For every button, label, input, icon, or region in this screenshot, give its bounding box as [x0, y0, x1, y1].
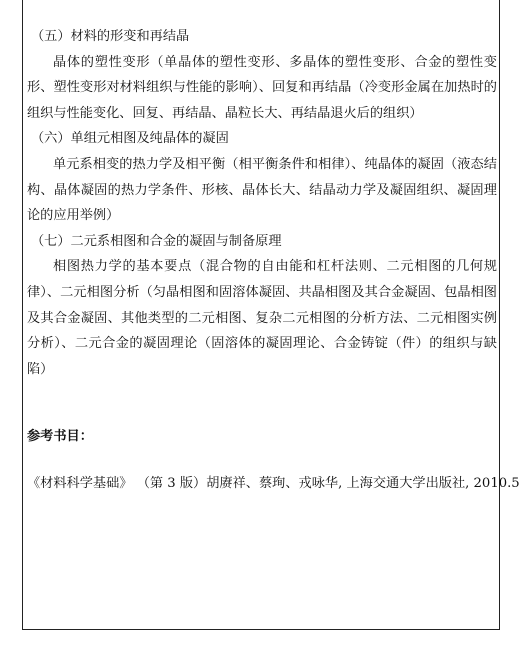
reference-item: 《材料科学基础》 （第 3 版）胡赓祥、蔡珣、戎咏华, 上海交通大学出版社, 2010.5 — [27, 475, 520, 491]
section-5-body: 晶体的塑性变形（单晶体的塑性变形、多晶体的塑性变形、合金的塑性变形、塑性变形对材料组织与性能的影响）、回复和再结晶（冷变形金属在加热时的组织与性能变化、回复、再结晶、晶粒长大、再结晶退火后的组织） — [27, 54, 497, 121]
section-7-heading: （七）二元系相图和合金的凝固与制备原理 — [31, 233, 282, 249]
section-5-heading: （五）材料的形变和再结晶 — [31, 29, 190, 44]
section-6-body: 单元系相变的热力学及相平衡（相平衡条件和相律）、纯晶体的凝固（液态结构、晶体凝固的热力学条件、形核、晶体长大、结晶动力学及凝固组织、凝固理论的应用举例） — [27, 156, 497, 224]
document-content — [27, 24, 520, 497]
references-title: 参考书目： — [27, 429, 93, 445]
section-7-body: 相图热力学的基本要点（混合物的自由能和杠杆法则、二元相图的几何规律）、二元相图分析（匀晶相图和固溶体凝固、共晶相图及其合金凝固、包晶相图及其合金凝固、其他类型的二元相图、复杂二元相图的分析方法、二元相图实例分析）、二元合金的凝固理论（固溶体的凝固理论、合金铸锭（件）的组织与缺陷） — [27, 259, 497, 377]
section-6-heading: （六）单组元相图及纯晶体的凝固 — [31, 131, 229, 147]
